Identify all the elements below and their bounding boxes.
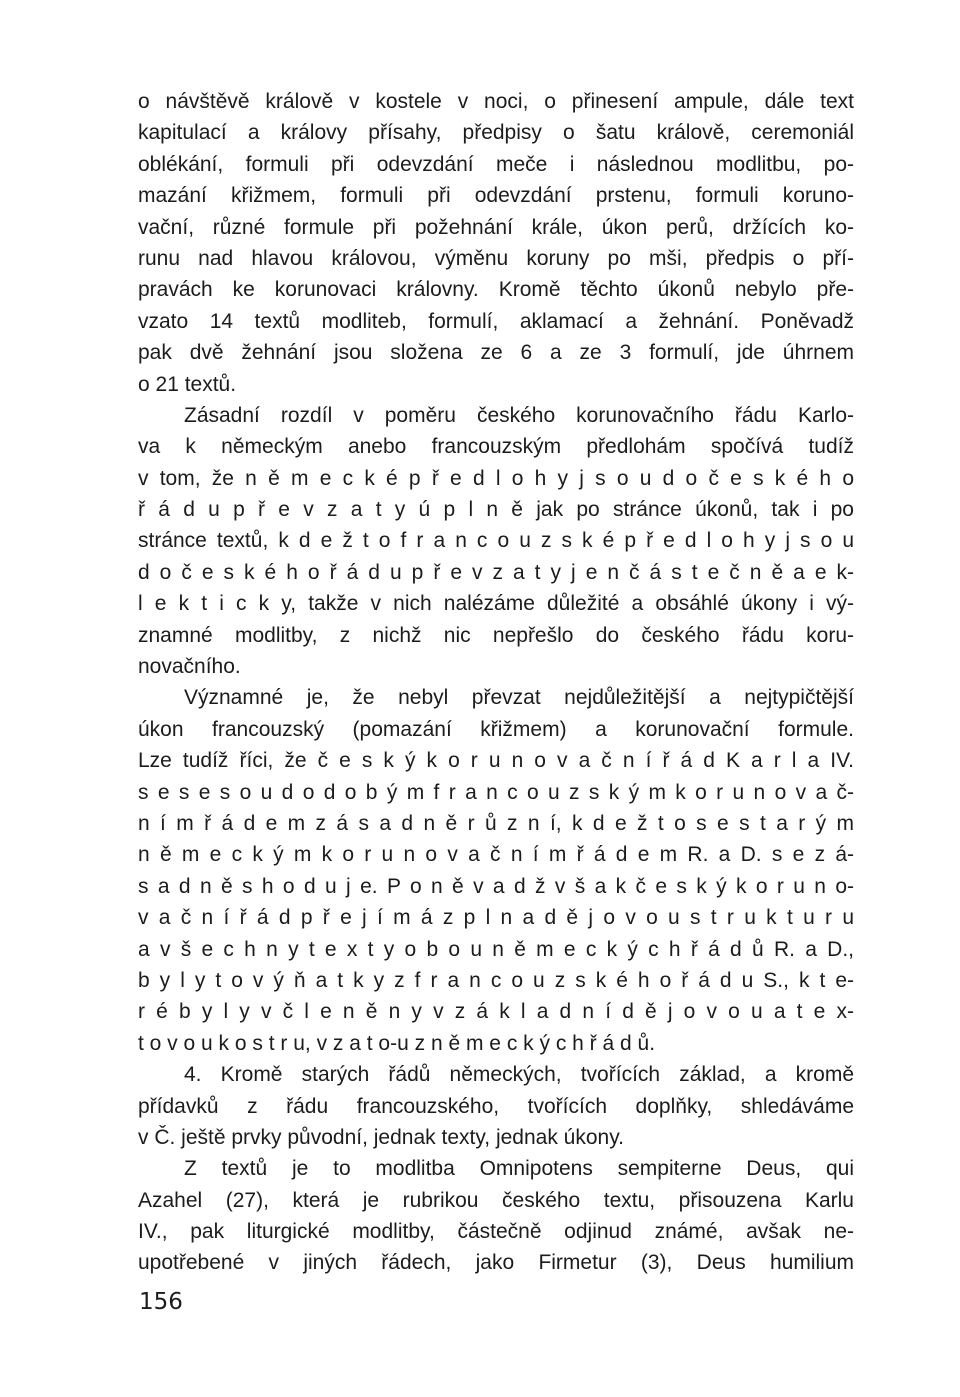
text-line: b y l y t o v ý ň a t k y z f r a n c o u z s k é h o ř á d u S., k t e-	[138, 968, 854, 992]
text-line: vzato 14 textů modliteb, formulí, aklamací a žehnání. Poněvadž	[138, 309, 854, 333]
text-line: kapitulací a královy přísahy, předpisy o šatu králově, ceremoniál	[138, 121, 854, 145]
text-line: n í m ř á d e m z á s a d n ě r ů z n í, k d e ž t o s e s t a r ý m	[138, 811, 854, 835]
text-line: oblékání, formuli při odevzdání meče i následnou modlitbu, po-	[138, 152, 854, 176]
body-text	[138, 86, 854, 1279]
text-line: o 21 textů.	[138, 372, 237, 396]
text-line: d o č e s k é h o ř á d u p ř e v z a t y j e n č á s t e č n ě a e k-	[138, 560, 854, 584]
text-line: pravách ke korunovaci královny. Kromě těchto úkonů nebylo pře-	[138, 278, 854, 302]
text-line: pak dvě žehnání jsou složena ze 6 a ze 3 formulí, jde úhrnem	[138, 341, 854, 365]
text-line: Lze tudíž říci, že č e s k ý k o r u n o v a č n í ř á d K a r l a IV.	[138, 749, 854, 773]
text-line: Zásadní rozdíl v poměru českého korunovačního řádu Karlo-	[184, 403, 854, 427]
text-line: vační, různé formule při požehnání krále, úkon perů, držících ko-	[138, 215, 854, 239]
text-line: 4. Kromě starých řádů německých, tvořících základ, a kromě	[184, 1063, 854, 1087]
text-line: v Č. ještě prvky původní, jednak texty, jednak úkony.	[138, 1125, 624, 1149]
text-line: novačního.	[138, 655, 241, 679]
text-line: runu nad hlavou královou, výměnu koruny po mši, předpis o pří-	[138, 246, 854, 270]
text-line: o návštěvě králově v kostele v noci, o přinesení ampule, dále text	[138, 90, 854, 113]
text-line: Z textů je to modlitba Omnipotens sempiterne Deus, qui	[184, 1157, 854, 1181]
text-line: Azahel (27), která je rubrikou českého textu, přisouzena Karlu	[138, 1188, 854, 1212]
text-line: s a d n ě s h o d u j e. P o n ě v a d ž v š a k č e s k ý k o r u n o-	[138, 874, 854, 898]
text-line: úkon francouzský (pomazání křižmem) a korunovační formule.	[138, 717, 854, 741]
text-line: t o v o u k o s t r u, v z a t o-u z n ě m e c k ý c h ř á d ů.	[138, 1031, 656, 1055]
text-line: r é b y l y v č l e n ě n y v z á k l a d n í d ě j o v o u a t e x-	[138, 1000, 854, 1024]
text-line: IV., pak liturgické modlitby, částečně odjinud známé, avšak ne-	[138, 1220, 854, 1244]
page-number: 156	[139, 1289, 183, 1315]
text-line: ř á d u p ř e v z a t y ú p l n ě jak po stránce úkonů, tak i po	[138, 498, 854, 522]
text-line: mazání křižmem, formuli při odevzdání prstenu, formuli koruno-	[138, 184, 854, 208]
text-line: a v š e c h n y t e x t y o b o u n ě m e c k ý c h ř á d ů R. a D.,	[138, 937, 854, 961]
text-line: l e k t i c k y, takže v nich nalézáme důležité a obsáhlé úkony i vý-	[138, 592, 854, 616]
text-line: va k německým anebo francouzským předlohám spočívá tudíž	[138, 435, 854, 459]
text-line: s e s e s o u d o d o b ý m f r a n c o u z s k ý m k o r u n o v a č-	[138, 780, 854, 804]
text-line: upotřebené v jiných řádech, jako Firmetur (3), Deus humilium	[138, 1251, 854, 1275]
text-line: přídavků z řádu francouzského, tvořících doplňky, shledáváme	[138, 1094, 854, 1118]
text-line: stránce textů, k d e ž t o f r a n c o u z s k é p ř e d l o h y j s o u	[138, 529, 854, 553]
text-line: v a č n í ř á d p ř e j í m á z p l n a d ě j o v o u s t r u k t u r u	[138, 906, 854, 930]
text-line: v tom, že n ě m e c k é p ř e d l o h y j s o u d o č e s k é h o	[138, 466, 854, 490]
text-line: n ě m e c k ý m k o r u n o v a č n í m ř á d e m R. a D. s e z á-	[138, 843, 854, 867]
text-line: znamné modlitby, z nichž nic nepřešlo do českého řádu koru-	[138, 623, 854, 647]
text-line: Významné je, že nebyl převzat nejdůležitější a nejtypičtější	[184, 686, 854, 710]
